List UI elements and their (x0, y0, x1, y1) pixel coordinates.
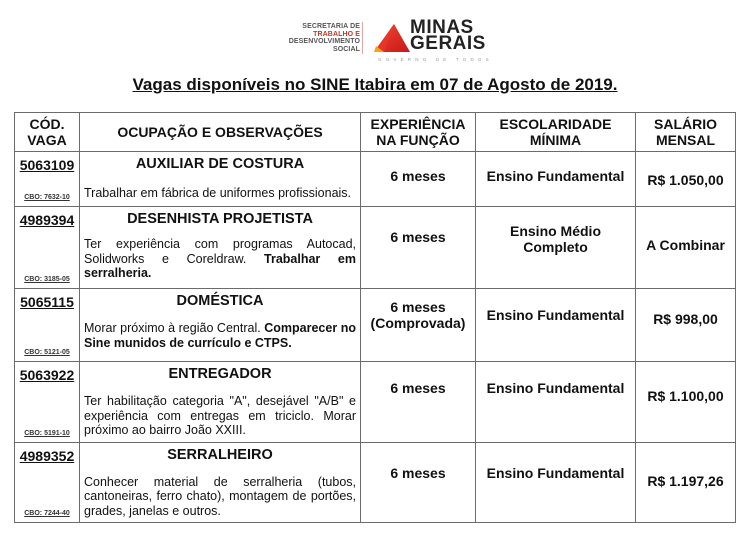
experiencia-value: 6 meses (390, 464, 446, 481)
header-text: ESCOLARIDADE (499, 116, 612, 132)
table-row (15, 152, 736, 207)
vagas-table (14, 112, 736, 523)
escolaridade-value-2: Completo (523, 239, 588, 255)
escolaridade-value: Ensino Fundamental (486, 380, 625, 396)
vaga-code[interactable]: 4989352 (19, 447, 75, 464)
obs-text: Conhecer material de serralheria (tubos, cantoneiras, ferro chato), montagem de portões, grades, janelas e outros. (84, 474, 356, 518)
logo-tagline: GOVERNO DE TODOS (378, 57, 493, 62)
table-header-row (15, 113, 736, 152)
minas-gerais-logo (410, 17, 486, 54)
table-row (15, 362, 736, 443)
secretaria-line: SECRETARIA DE (302, 23, 360, 30)
ocupacao-cell (80, 207, 361, 289)
ocupacao-cell (80, 152, 361, 207)
observacoes (80, 475, 360, 519)
ocupacao-title: ENTREGADOR (168, 366, 272, 382)
ocupacao-title: DESENHISTA PROJETISTA (127, 211, 313, 227)
header-text: CÓD. (29, 116, 65, 132)
ocupacao-cell (80, 289, 361, 362)
ocupacao-title: SERRALHEIRO (167, 446, 273, 463)
cbo-code: CBO: 7244-40 (24, 510, 70, 517)
escolaridade-cell (476, 362, 636, 443)
salario-cell (636, 207, 736, 289)
obs-bold-text: Trabalhar em serralheria. (84, 251, 356, 280)
salario-value: A Combinar (646, 237, 725, 253)
page-title: Vagas disponíveis no SINE Itabira em 07 de Agosto de 2019. (132, 75, 618, 94)
cbo-code: CBO: 7632-10 (24, 194, 70, 201)
cod-cell (15, 207, 80, 289)
salario-value: R$ 998,00 (653, 311, 718, 327)
salario-cell (636, 152, 736, 207)
cod-cell (15, 362, 80, 443)
escolaridade-cell (476, 442, 636, 523)
salario-value: R$ 1.050,00 (647, 172, 724, 188)
obs-text: Ter experiência com programas Autocad, Solidworks e Coreldraw. (84, 237, 356, 266)
experiencia-value: 6 meses (390, 229, 446, 245)
header-salario (636, 113, 736, 152)
escolaridade-value: Ensino Fundamental (486, 168, 625, 184)
secretaria-line: SOCIAL (332, 45, 360, 53)
experiencia-cell (361, 152, 476, 207)
obs-text: Ter habilitação categoria "A", desejável "A/B" e experiência com entregas em triciclo. Morar próximo ao bairro João XXIII. (84, 394, 356, 437)
obs-text: Morar próximo à região Central. (84, 321, 265, 335)
cbo-code: CBO: 3185-05 (24, 276, 70, 283)
salario-value: R$ 1.197,26 (647, 472, 724, 489)
salario-cell (636, 442, 736, 523)
page-header (0, 0, 750, 62)
cbo-code: CBO: 5121-05 (24, 349, 70, 356)
minas-gerais-triangle-icon (372, 22, 410, 54)
experiencia-cell (361, 362, 476, 443)
cod-cell (15, 442, 80, 523)
escolaridade-value: Ensino Fundamental (486, 464, 625, 481)
header-ocupacao: OCUPAÇÃO E OBSERVAÇÕES (80, 113, 361, 152)
header-text: SALÁRIO (654, 116, 717, 132)
secretaria-line: DESENVOLVIMENTO (288, 38, 360, 45)
escolaridade-cell (476, 289, 636, 362)
ocupacao-title: AUXILIAR DE COSTURA (135, 156, 305, 172)
table-row (15, 207, 736, 289)
header-text: MÍNIMA (529, 132, 582, 148)
observacoes (80, 321, 360, 350)
escolaridade-cell (476, 152, 636, 207)
ocupacao-cell (80, 362, 361, 443)
header-experiencia (361, 113, 476, 152)
salario-value: R$ 1.100,00 (647, 388, 724, 404)
observacoes (80, 394, 360, 438)
vaga-code[interactable]: 5065115 (20, 294, 74, 310)
header-text: VAGA (27, 132, 67, 148)
experiencia-cell (361, 442, 476, 523)
header-text: NA FUNÇÃO (376, 132, 460, 148)
salario-cell (636, 289, 736, 362)
experiencia-cell (361, 289, 476, 362)
table-row (15, 442, 736, 523)
salario-cell (636, 362, 736, 443)
vaga-code[interactable]: 5063922 (19, 367, 75, 383)
escolaridade-value: Ensino Médio (510, 223, 601, 239)
obs-bold-text: Comparecer no Sine munidos de currículo e CTPS. (84, 321, 356, 350)
header-escolaridade (476, 113, 636, 152)
cod-cell (15, 289, 80, 362)
secretaria-line: TRABALHO E (313, 30, 360, 38)
experiencia-note: (Comprovada) (370, 315, 466, 331)
experiencia-cell (361, 207, 476, 289)
obs-text: Trabalhar em fábrica de uniformes profissionais. (84, 186, 352, 200)
header-text: EXPERIÊNCIA (370, 116, 466, 132)
observacoes (80, 237, 360, 281)
ocupacao-title: DOMÉSTICA (176, 293, 264, 309)
logo-line2: GERAIS (410, 33, 486, 54)
vaga-code[interactable]: 5063109 (19, 157, 75, 173)
logo-divider (362, 22, 363, 54)
experiencia-value: 6 meses (390, 168, 446, 184)
observacoes (80, 186, 360, 201)
cbo-code: CBO: 5191-10 (24, 429, 70, 437)
escolaridade-cell (476, 207, 636, 289)
experiencia-value: 6 meses (390, 299, 446, 315)
logo-line1: MINAS (410, 17, 474, 38)
escolaridade-value: Ensino Fundamental (486, 307, 625, 323)
secretaria-label (282, 23, 360, 53)
table-row (15, 289, 736, 362)
vaga-code[interactable]: 4989394 (19, 212, 75, 228)
header-text: MENSAL (655, 132, 716, 148)
header-cod-vaga (15, 113, 80, 152)
cod-cell (15, 152, 80, 207)
ocupacao-cell (80, 442, 361, 523)
experiencia-value: 6 meses (390, 380, 446, 396)
